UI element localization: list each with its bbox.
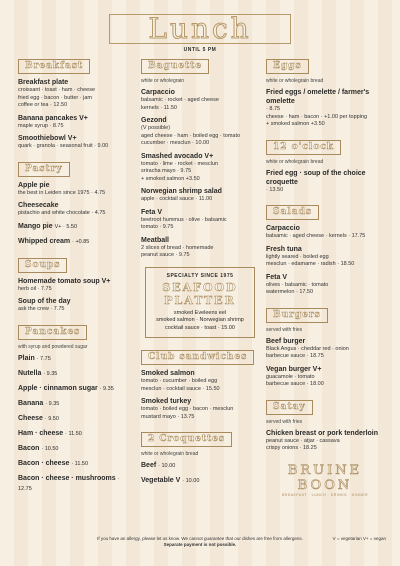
menu-item	[18, 114, 130, 131]
item-desc: · 8.75 cheese · ham · bacon · +1.00 per topping + smoked salmon +3.50	[266, 106, 368, 127]
item-name: Breakfast plate	[18, 79, 69, 86]
column-right	[266, 55, 384, 497]
item-desc: tomato · lime · rocket · mesclun sriracha mayo · 9.75 + smoked salmon +3.50	[141, 160, 219, 182]
menu-item	[18, 134, 130, 151]
menu-item	[18, 78, 130, 110]
item-desc: tomato · boiled egg · bacon · mesclun mustard mayo · 13.75	[141, 406, 234, 420]
menu-item	[266, 337, 384, 361]
section-heading-pancakes: Pancakes	[18, 325, 87, 340]
item-desc: olives · balsamic · tomato watermelon · 17.50	[266, 281, 329, 295]
brand-logo	[266, 463, 384, 497]
page-subtitle: UNTIL 5 PM	[183, 47, 217, 53]
menu-item	[141, 152, 259, 184]
item-name: Vegan burger V+	[266, 365, 322, 373]
item-name: Banana pancakes V+	[18, 114, 88, 122]
item-name: Cheese	[18, 414, 43, 422]
item-name: Mango pie	[18, 222, 53, 230]
item-desc: apple · cocktail sauce · 11.00	[141, 196, 213, 202]
page-title: Lunch	[109, 14, 290, 44]
item-name: Banana	[18, 399, 44, 407]
item-desc: balsamic · aged cheese · kernels · 17.75	[266, 233, 366, 239]
menu-item	[141, 187, 259, 204]
brand-name: BRUINE BOON	[287, 462, 363, 493]
menu-item	[18, 474, 130, 494]
menu-item	[266, 224, 384, 241]
item-desc: croissant · toast · ham · cheese fried egg · bacon · butter · jam coffee or tea · 12.50	[18, 87, 96, 108]
item-desc: tomato · cucumber · boiled egg mesclun · cocktail sauce · 15.50	[141, 378, 220, 392]
menu-item	[141, 116, 259, 148]
menu-item	[18, 459, 130, 469]
section-club-sandwiches	[141, 346, 259, 421]
menu-item	[266, 169, 384, 195]
seafood-title-line2: PLATTER	[164, 293, 236, 307]
menu-item	[18, 399, 130, 409]
menu-item	[266, 273, 384, 297]
item-price: · +0.85	[72, 238, 90, 245]
item-name: Feta V	[266, 273, 288, 281]
section-heading-eggs: Eggs	[266, 59, 309, 74]
item-price: · 11.50	[71, 460, 89, 467]
item-name: Soup of the day	[18, 298, 71, 305]
item-price: · 9.35	[43, 370, 58, 377]
section-baguette	[141, 55, 259, 260]
menu-header	[0, 14, 400, 53]
section-salads	[266, 201, 384, 297]
allergy-note: If you have an allergy, please let us know. We cannot guarantee that our dishes are free from allergens.	[97, 536, 303, 541]
section-eggs	[266, 55, 384, 129]
menu-item	[266, 365, 384, 389]
item-name: Beef burger	[266, 337, 306, 345]
item-name: Fried eggs / omelette / farmer's omelette	[266, 89, 370, 105]
menu-item	[141, 236, 259, 260]
item-name: Homemade tomato soup V+	[18, 277, 111, 285]
section-note: served with fries	[266, 326, 303, 333]
section-pastry	[18, 158, 130, 247]
item-name: Norwegian shrimp salad	[141, 188, 222, 195]
section-satay	[266, 396, 384, 453]
item-desc: balsamic · rocket · aged cheese kernels · 11.50	[141, 97, 219, 111]
item-name: Fried egg · soup of the choice croquette	[266, 169, 366, 186]
section-note: served with fries	[266, 418, 303, 425]
item-desc: maple syrup · 8.75	[18, 122, 64, 129]
menu-item	[18, 201, 130, 218]
menu-item	[141, 208, 259, 232]
item-desc: Black Angus · cheddar red · onion barbecue sauce · 18.75	[266, 345, 349, 359]
section-heading-salads: Salads	[266, 205, 319, 220]
item-name: Apple pie	[18, 181, 50, 189]
section-pancakes	[18, 321, 130, 494]
section-heading-pastry: Pastry	[18, 162, 70, 177]
seafood-desc: smoked Eveleens eel smoked salmon · Norwegian shrimp cocktail sauce · toast · 15.00	[156, 309, 244, 331]
section-twelve-oclock	[266, 136, 384, 195]
brand-tagline: BREAKFAST · LUNCH · DRINKS · DINNER	[281, 492, 369, 497]
item-price: · 12.75	[18, 475, 120, 492]
section-heading-baguette: Baguette	[141, 59, 209, 74]
item-name: Cheesecake	[18, 202, 59, 209]
menu-item	[141, 369, 259, 393]
section-soups	[18, 254, 130, 314]
menu-item	[266, 88, 384, 129]
section-croquettes	[141, 428, 259, 486]
menu-item	[141, 461, 259, 471]
menu-item	[266, 245, 384, 269]
item-price: · 7.75	[36, 355, 51, 362]
section-note: white or wholegrain	[141, 78, 185, 84]
item-desc: quark · granola · seasonal fruit · 9.00	[18, 143, 109, 149]
item-desc: beetroot hummus · olive · balsamic tomato · 9.75	[141, 216, 227, 230]
item-name: Beef	[141, 462, 157, 469]
item-name: Plain	[18, 354, 35, 362]
menu-item	[18, 277, 130, 294]
item-desc: pistachio and white chocolate · 4.75	[18, 210, 106, 216]
item-name: Bacon	[18, 444, 40, 452]
section-heading-soups: Soups	[18, 258, 67, 273]
item-name: Carpaccio	[141, 89, 175, 96]
menu-item	[141, 88, 259, 112]
item-name: Bacon · cheese	[18, 459, 70, 467]
menu-item	[18, 414, 130, 424]
seafood-tag: SPECIALTY SINCE 1975	[166, 272, 234, 279]
menu-item	[266, 429, 384, 453]
item-desc: · 13.50	[266, 186, 284, 193]
item-desc: ask the crew · 7.75	[18, 306, 65, 312]
column-middle	[141, 55, 259, 493]
section-burgers	[266, 304, 384, 389]
payment-note: Separate payment is not possible.	[163, 542, 237, 547]
item-price: · 11.50	[65, 430, 82, 437]
item-desc: 2 slices of bread · homemade peanut sauce · 9.75	[141, 244, 214, 258]
item-name: Chicken breast or pork tenderloin	[266, 429, 379, 437]
item-name: Smoked turkey	[141, 398, 192, 405]
diet-legend: V = vegetarian V+ = vegan	[332, 536, 386, 541]
item-name: Meatball	[141, 236, 170, 244]
item-name: Fresh tuna	[266, 245, 302, 253]
seafood-title-line1: SEAFOOD	[162, 280, 238, 294]
item-name: Carpaccio	[266, 225, 300, 232]
item-name: Bacon · cheese · mushrooms	[18, 474, 116, 482]
item-name: Ham · cheese	[18, 429, 64, 437]
section-note: with syrup and powdered sugar	[18, 343, 88, 350]
menu-item	[18, 181, 130, 198]
item-name: Nutella	[18, 369, 42, 377]
item-desc: peanut sauce · atjar · cassava crispy onions · 18.25	[266, 437, 340, 451]
menu-item	[18, 369, 130, 379]
item-price: · 9.50	[44, 415, 59, 422]
item-price: · 10.50	[41, 445, 59, 452]
item-price: · 10.00	[182, 478, 200, 484]
item-name: Gezond	[141, 117, 167, 124]
seafood-platter-box	[145, 267, 255, 339]
column-left	[18, 55, 130, 501]
section-heading-breakfast: Breakfast	[18, 59, 90, 74]
item-price: · 10.00	[158, 463, 176, 469]
item-desc: guacamole · tomato barbecue sauce · 18.00	[266, 373, 324, 387]
section-heading-burgers: Burgers	[266, 308, 328, 323]
item-desc: (V possible) aged cheese · ham · boiled egg · tomato cucumber · mesclun · 10.00	[141, 125, 241, 146]
menu-item	[141, 476, 259, 486]
menu-item	[18, 237, 130, 247]
item-desc: the best in Leiden since 1975 · 4.75	[18, 189, 106, 196]
footer	[0, 536, 400, 548]
item-price: V+ · 5.50	[54, 223, 78, 230]
item-price: · 9.35	[45, 400, 60, 407]
menu-item	[18, 297, 130, 314]
menu-item	[18, 444, 130, 454]
section-heading-club: Club sandwiches	[141, 350, 254, 365]
section-heading-croquettes: 2 Croquettes	[141, 432, 232, 447]
menu-item	[18, 222, 130, 232]
section-note: white or wholegrain bread	[266, 158, 324, 165]
item-name: Smoked salmon	[141, 370, 195, 377]
section-note: white or wholegrain bread	[141, 451, 199, 457]
item-name: Vegetable V	[141, 477, 181, 484]
item-name: Feta V	[141, 208, 163, 216]
menu-item	[18, 429, 130, 439]
section-note: white or wholegrain bread	[266, 78, 324, 84]
item-name: Whipped cream	[18, 237, 71, 245]
section-heading-twelve: 12 o'clock	[266, 140, 341, 155]
menu-item	[18, 354, 130, 364]
section-heading-satay: Satay	[266, 400, 313, 415]
section-breakfast	[18, 55, 130, 151]
item-price: · 9.35	[99, 385, 114, 392]
menu-item	[18, 384, 130, 394]
item-desc: lightly seared · boiled egg mesclun · edamame · radish · 18.50	[266, 253, 355, 267]
item-desc: herb oil · 7.75	[18, 285, 52, 292]
menu-item	[141, 397, 259, 421]
item-name: Smashed avocado V+	[141, 152, 214, 160]
item-name: Apple · cinnamon sugar	[18, 384, 98, 392]
item-name: Smoothiebowl V+	[18, 135, 77, 142]
